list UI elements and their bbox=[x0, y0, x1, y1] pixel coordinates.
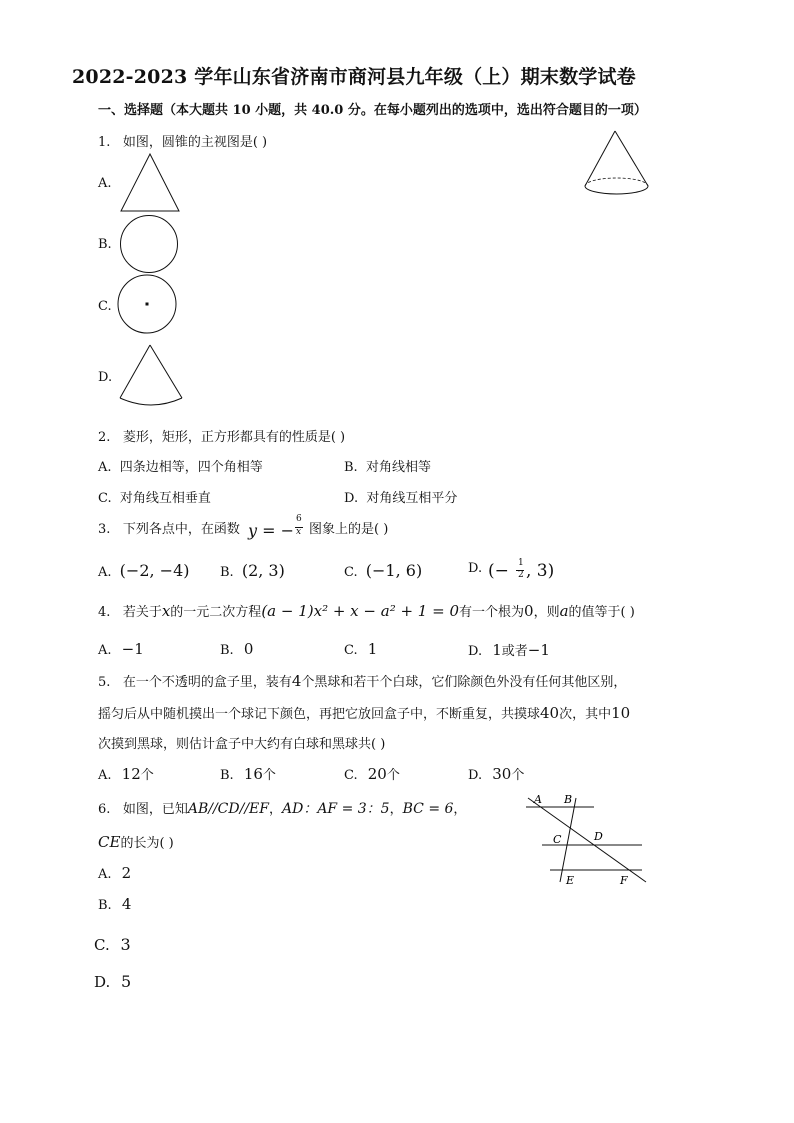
option-c-circle-with-center[interactable] bbox=[116, 274, 180, 336]
q5-option-c[interactable]: C. 20个 bbox=[344, 765, 400, 783]
q3-option-d[interactable]: D. bbox=[468, 561, 483, 576]
point-label-e: E bbox=[566, 874, 575, 887]
option-label-b: B. bbox=[98, 237, 112, 252]
q4-option-c[interactable]: C. 1 bbox=[344, 640, 378, 658]
option-b-circle[interactable] bbox=[118, 214, 182, 276]
q5-option-d[interactable]: D. 30个 bbox=[468, 765, 525, 783]
question-2 bbox=[98, 426, 345, 445]
q2-option-b[interactable]: B. 对角线相等 bbox=[344, 460, 431, 475]
q2-option-c[interactable]: C. 对角线互相垂直 bbox=[98, 491, 211, 506]
q4-option-b[interactable]: B. 0 bbox=[220, 640, 254, 658]
question-number: 1. bbox=[98, 135, 111, 150]
q6-option-c[interactable]: C. 3 bbox=[94, 935, 131, 954]
point-label-d: D bbox=[594, 830, 603, 843]
question-number: 4. bbox=[98, 605, 111, 620]
function-numerator: 6 bbox=[296, 514, 302, 524]
question-number: 2. bbox=[98, 430, 111, 445]
question-number: 3. bbox=[98, 522, 111, 537]
question-text: 图象上的是( ) bbox=[309, 522, 389, 537]
q5-option-a[interactable]: A. 12个 bbox=[98, 765, 154, 783]
option-label-c: C. bbox=[98, 299, 112, 314]
point-label-b: B bbox=[564, 793, 573, 806]
q4-option-d[interactable]: D. 1或者−1 bbox=[468, 641, 550, 659]
option-a-triangle[interactable] bbox=[118, 152, 182, 214]
cone-figure bbox=[578, 128, 658, 208]
function-denominator: x bbox=[296, 527, 302, 537]
q3-option-b[interactable]: B. (2, 3) bbox=[220, 561, 285, 580]
q4-option-a[interactable]: A. −1 bbox=[98, 640, 144, 658]
q5-option-b[interactable]: B. 16个 bbox=[220, 765, 276, 783]
q3-option-c[interactable]: C. (−1, 6) bbox=[344, 561, 423, 580]
question-number: 5. bbox=[98, 675, 111, 690]
option-d-sector[interactable] bbox=[116, 342, 188, 412]
equation: (a − 1)x² + x − a² + 1 = 0 bbox=[261, 602, 460, 620]
question-6-line-2: CE的长为( ) bbox=[98, 833, 174, 851]
question-text: 菱形，矩形，正方形都具有的性质是( ) bbox=[122, 430, 346, 445]
option-label-d: D. bbox=[98, 370, 113, 385]
question-5-line-2: 摇匀后从中随机摸出一个球记下颜色，再把它放回盒子中，不断重复，共摸球40次，其中10 bbox=[98, 704, 631, 722]
q3-option-d-frac-den: 2 bbox=[518, 570, 524, 580]
point-label-f: F bbox=[620, 874, 628, 887]
question-5-line-1: 5. 在一个不透明的盒子里，装有4个黑球和若干个白球，它们除颜色外没有任何其他区别， bbox=[98, 672, 627, 690]
q2-option-d[interactable]: D. 对角线互相平分 bbox=[344, 491, 458, 506]
q6-option-d[interactable]: D. 5 bbox=[94, 972, 132, 991]
transversal-af bbox=[528, 798, 646, 882]
question-6: 6. 如图，已知AB//CD//EF，AD：AF = 3：5，BC = 6， bbox=[98, 801, 467, 817]
section-heading: 一、选择题（本大题共 10 小题，共 40.0 分。在每小题列出的选项中，选出符合题目的一项） bbox=[98, 103, 647, 118]
q6-option-a[interactable]: A. 2 bbox=[98, 864, 132, 882]
question-1 bbox=[98, 131, 267, 150]
point-label-a: A bbox=[534, 793, 542, 806]
q3-option-a[interactable]: A. (−2, −4) bbox=[98, 561, 190, 580]
question-number: 6. bbox=[98, 802, 111, 817]
function-expression: y = − bbox=[248, 521, 295, 540]
transversal-be bbox=[560, 798, 576, 882]
point-label-c: C bbox=[553, 833, 562, 846]
q6-option-b[interactable]: B. 4 bbox=[98, 895, 132, 913]
q2-option-a[interactable]: A. 四条边相等，四个角相等 bbox=[98, 460, 263, 475]
q3-option-d-value-pre: (− bbox=[488, 561, 509, 581]
question-4: 4. 若关于x的一元二次方程(a − 1)x² + x − a² + 1 = 0有一个根为0，则a的值等于( ) bbox=[98, 602, 635, 620]
q3-option-d-value-post: , 3) bbox=[526, 561, 555, 581]
question-5-line-3: 次摸到黑球，则估计盒子中大约有白球和黑球共( ) bbox=[98, 737, 386, 752]
question-3: 3. 下列各点中，在函数 bbox=[98, 522, 240, 537]
parallel-lines-figure bbox=[518, 788, 653, 890]
page-title: 2022-2023 学年山东省济南市商河县九年级（上）期末数学试卷 bbox=[72, 66, 636, 88]
question-text: 如图，圆锥的主视图是( ) bbox=[122, 135, 268, 150]
q3-option-d-frac-num: 1 bbox=[518, 558, 524, 568]
option-label-a: A. bbox=[98, 176, 112, 191]
